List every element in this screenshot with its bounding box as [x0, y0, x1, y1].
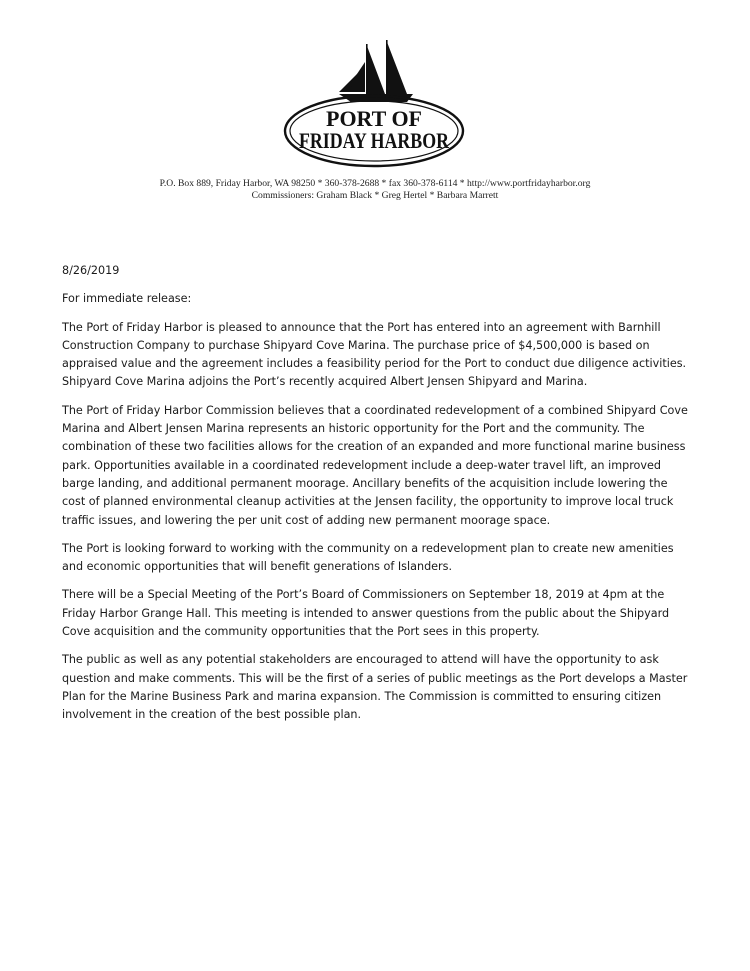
address-line: P.O. Box 889, Friday Harbor, WA 98250 * 360-378-2688 * fax 360-378-6114 * http://www.portfridayharbor.org [159, 178, 591, 189]
paragraph: The Port is looking forward to working with the community on a redevelopment plan to create new amenities and economic opportunities that will benefit generations of Islanders. [62, 541, 674, 574]
letter-date: 8/26/2019 [62, 264, 120, 277]
schooner-sailing-ship-icon [281, 40, 467, 170]
letterhead [0, 178, 750, 202]
letter-body [62, 262, 692, 735]
release-label: For immediate release: [62, 292, 192, 306]
paragraph: There will be a Special Meeting of the Port’s Board of Commissioners on September 18, 2019 at 4pm at the Friday Harbor Grange Hall. This meeting is intended to answer questions from the public about the Shipyard Cove acquisition and the community opportunities that the Port sees in this property. [62, 588, 670, 639]
paragraph: The public as well as any potential stakeholders are encouraged to attend will have the opportunity to ask question and make comments. This will be the first of a series of public meetings as the Port develops a Master Plan for the Marine Business Park and marina expansion. The Commission is committed to ensuring citizen involvement in the creation of the best possible plan. [62, 653, 688, 722]
port-logo [281, 40, 467, 170]
commissioners-line: Commissioners: Graham Black * Greg Hertel * Barbara Marrett [251, 190, 499, 201]
paragraph: The Port of Friday Harbor is pleased to announce that the Port has entered into an agreement with Barnhill Construction Company to purchase Shipyard Cove Marina. The purchase price of $4,500,000 is based on appraised value and the agreement includes a feasibility period for the Port to conduct due diligence activities. Shipyard Cove Marina adjoins the Port’s recently acquired Albert Jensen Shipyard and Marina. [62, 320, 687, 389]
logo-text-line2: FRIDAY HARBOR [299, 128, 450, 153]
logo-text-line1: PORT OF [326, 106, 422, 131]
paragraph: The Port of Friday Harbor Commission believes that a coordinated redevelopment of a combined Shipyard Cove Marina and Albert Jensen Marina represents an historic opportunity for the Port and the community. The combination of these two facilities allows for the creation of an expanded and more functional marine business park. Opportunities available in a coordinated redevelopment include a deep-water travel lift, an improved barge landing, and additional permanent moorage. Ancillary benefits of the acquisition include lowering the cost of planned environmental cleanup activities at the Jensen facility, the opportunity to improve local truck traffic issues, and lowering the per unit cost of adding new permanent moorage space. [62, 403, 688, 527]
